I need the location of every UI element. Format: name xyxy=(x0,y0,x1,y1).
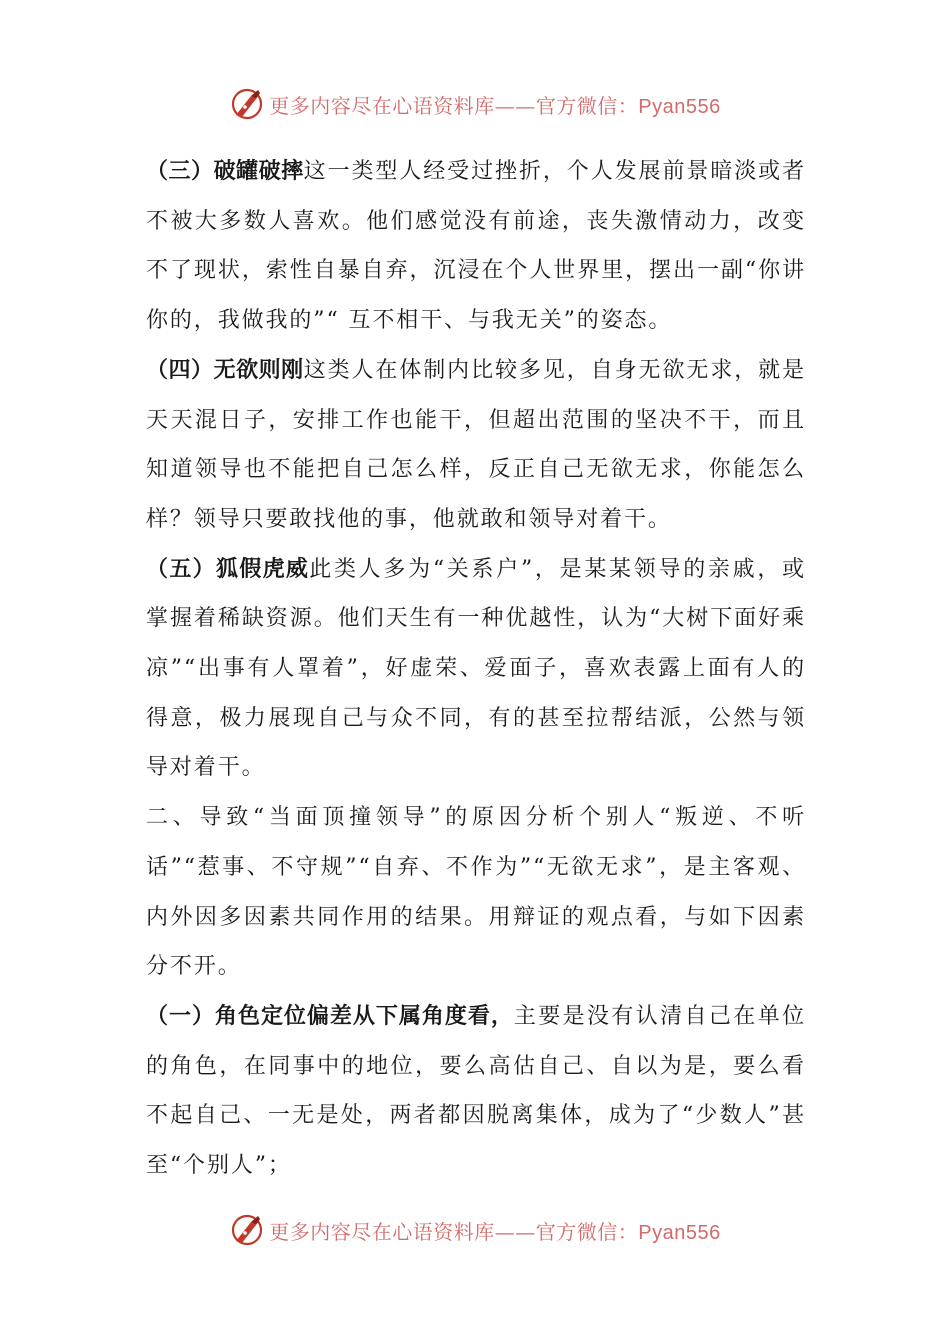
watermark-brand: 更多内容尽在心语资料库 xyxy=(269,93,495,118)
paragraph-3-po-guan-po-shuai xyxy=(146,147,806,346)
paragraph-heading: （五）狐假虎威 xyxy=(146,556,310,582)
watermark-label: 官方微信： xyxy=(535,93,639,118)
watermark-brand: 更多内容尽在心语资料库 xyxy=(269,1219,495,1244)
watermark-label: 官方微信： xyxy=(535,1219,639,1244)
paragraph-heading: （四）无欲则刚 xyxy=(146,357,304,383)
pen-nib-circle-icon xyxy=(229,86,265,122)
watermark-wechat-id: Pyan556 xyxy=(638,95,721,118)
watermark-dash: —— xyxy=(494,93,536,118)
document-body xyxy=(146,147,806,1191)
paragraph-1-role-positioning xyxy=(146,992,806,1191)
paragraph-text: 此类人多为“关系户”，是某某领导的亲戚，或掌握着稀缺资源。他们天生有一种优越性，认为“大树下面好乘凉”“出事有人罩着”，好虚荣、爱面子，喜欢表露上面有人的得意，极力展现自己与众不同，有的甚至拉帮结派，公然与领导对着干。 xyxy=(146,556,806,781)
paragraph-5-hu-jia-hu-wei xyxy=(146,545,806,794)
paragraph-text: 这一类型人经受过挫折，个人发展前景暗淡或者不被大多数人喜欢。他们感觉没有前途，丧失激情动力，改变不了现状，索性自暴自弃，沉浸在个人世界里，摆出一副“你讲你的，我做我的”“ 互不相干、与我无关”的姿态。 xyxy=(146,159,806,334)
watermark-wechat-id: Pyan556 xyxy=(638,1221,721,1244)
paragraph-text: 二、导致“当面顶撞领导”的原因分析个别人“叛逆、不听话”“惹事、不守规”“自弃、不作为”“无欲无求”，是主客观、内外因多因素共同作用的结果。用辩证的观点看，与如下因素分不开。 xyxy=(146,805,806,980)
paragraph-heading: （一）角色定位偏差从下属角度看， xyxy=(146,1003,514,1029)
paragraph-text: 主要是没有认清自己在单位的角色，在同事中的地位，要么高估自己、自以为是，要么看不起自己、一无是处，两者都因脱离集体，成为了“少数人”甚至“个别人”； xyxy=(146,1003,806,1179)
header-watermark xyxy=(0,84,950,124)
paragraph-4-wu-yu-ze-gang xyxy=(146,346,806,545)
watermark-text xyxy=(269,90,720,119)
paragraph-text: 这类人在体制内比较多见，自身无欲无求，就是天天混日子，安排工作也能干，但超出范围的坚决不干，而且知道领导也不能把自己怎么样，反正自己无欲无求，你能怎么样？领导只要敢找他的事，他就敢和领导对着干。 xyxy=(146,357,806,532)
watermark-dash: —— xyxy=(494,1219,536,1244)
paragraph-heading: （三）破罐破摔 xyxy=(146,159,304,184)
section-2-cause-analysis xyxy=(146,793,806,992)
watermark-text xyxy=(269,1216,720,1245)
pen-nib-circle-icon xyxy=(229,1212,265,1248)
footer-watermark xyxy=(0,1210,950,1250)
